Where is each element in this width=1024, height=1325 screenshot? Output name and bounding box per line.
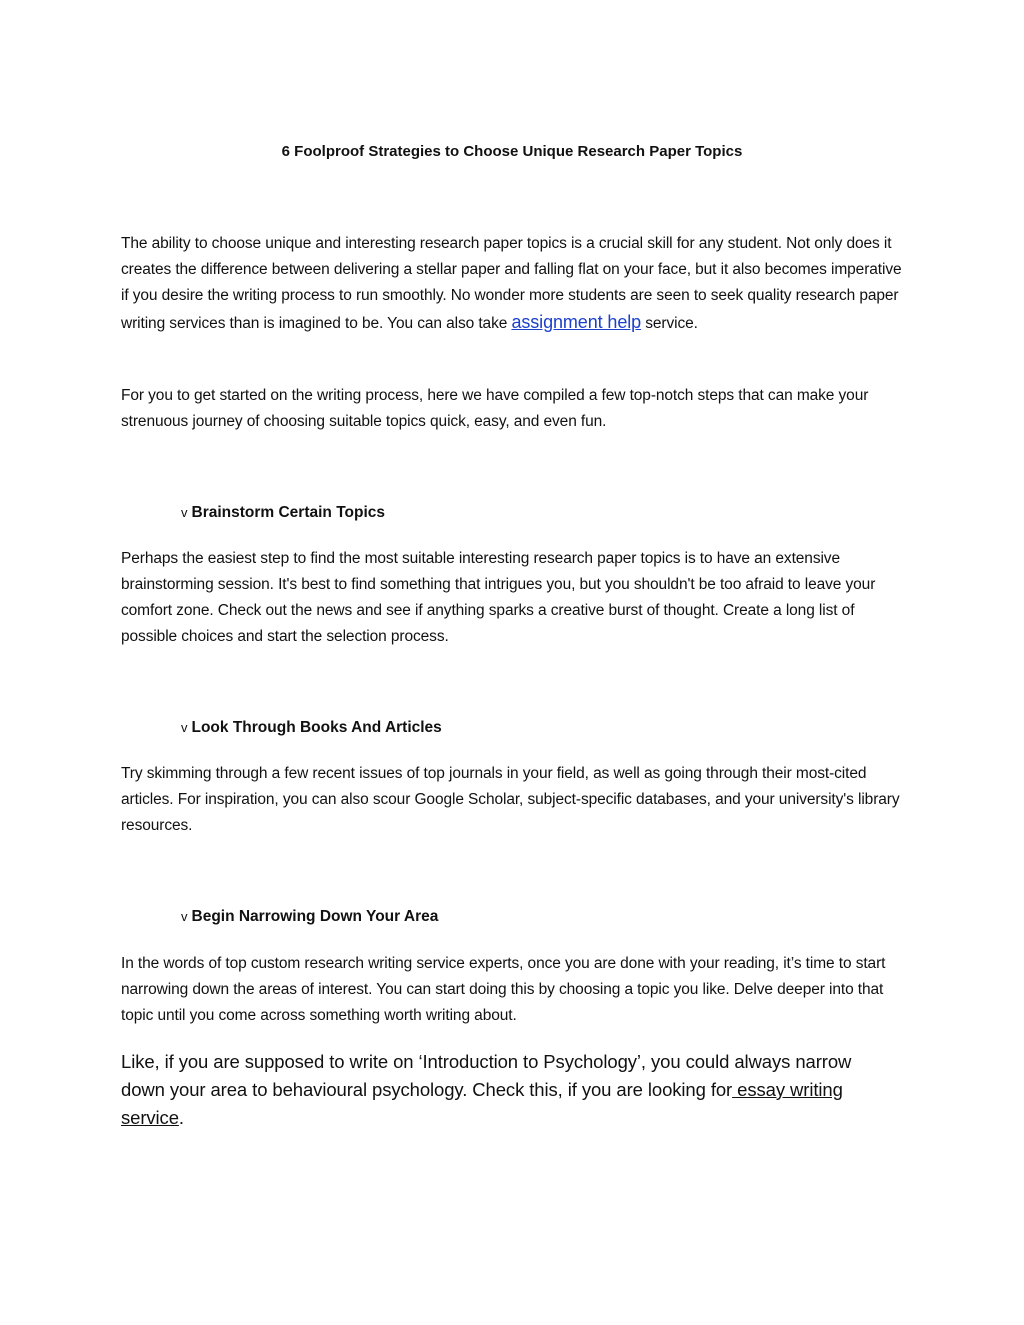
closing-after-link: .	[178, 1107, 184, 1128]
section-heading-text: Look Through Books And Articles	[191, 719, 442, 736]
section-heading-brainstorm	[181, 502, 385, 524]
closing-paragraph	[121, 1048, 881, 1132]
intro-paragraph	[121, 231, 911, 337]
document-title: 6 Foolproof Strategies to Choose Unique Research Paper Topics	[281, 143, 743, 160]
section-heading-narrowing	[181, 906, 438, 928]
section-body-brainstorm: Perhaps the easiest step to find the most suitable interesting research paper topics is to have an extensive brainstorming session. It's best to find something that intrigues you, but you shouldn't be too afraid to leave your comfort zone. Check out the news and see if anything sparks a creative burst of thought. Create a long list of possible choices and start the selection process.	[121, 550, 876, 645]
assignment-help-link[interactable]: assignment help	[511, 312, 642, 332]
bullet-icon: v	[181, 505, 188, 520]
section-body-narrowing: In the words of top custom research writing service experts, once you are done with your reading, it’s time to start narrowing down the areas of interest. You can start doing this by choosing a topic you like. Delve deeper into that topic until you come across something worth writing about.	[121, 955, 886, 1024]
section-heading-text: Begin Narrowing Down Your Area	[191, 908, 439, 925]
intro-text: The ability to choose unique and interesting research paper topics is a crucial skill for any student. Not only does it creates the difference between delivering a stellar paper and falling flat on your face, but it also becomes imperative if you desire the writing process to run smoothly. No wonder more students are seen to seek quality research paper writing services than is imagined to be. You can also take	[121, 235, 902, 332]
bullet-icon: v	[181, 720, 188, 735]
section-body-books: Try skimming through a few recent issues of top journals in your field, as well as going through their most-cited articles. For inspiration, you can also scour Google Scholar, subject-specific databases, and your university's library resources.	[121, 765, 900, 834]
intro-after-link: service.	[641, 315, 698, 332]
section-heading-text: Brainstorm Certain Topics	[191, 504, 386, 521]
section-heading-books	[181, 717, 442, 739]
bullet-icon: v	[181, 909, 188, 924]
essay-writing-service-link[interactable]: essay writing service	[121, 1079, 843, 1128]
intro-paragraph-2: For you to get started on the writing process, here we have compiled a few top-notch steps that can make your strenuous journey of choosing suitable topics quick, easy, and even fun.	[121, 387, 869, 430]
closing-text: Like, if you are supposed to write on ‘Introduction to Psychology’, you could always narrow down your area to behavioural psychology. Check this, if you are looking for	[121, 1051, 852, 1100]
